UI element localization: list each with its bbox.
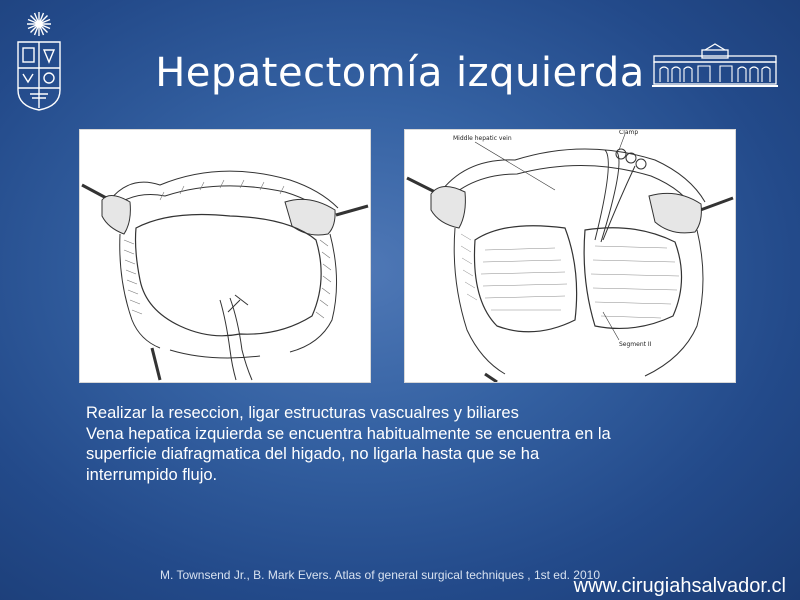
website-url: www.cirugiahsalvador.cl [573,575,786,597]
surgical-illustration-liver-exposed-icon [80,130,370,382]
surgical-illustration-left [79,129,371,383]
body-line-4: interrumpido flujo. [86,465,218,484]
slide-body-text [86,403,746,485]
figure-label-middle-hepatic-vein: Middle hepatic vein [453,135,512,142]
figure-label-clamp: Clamp [619,130,639,136]
body-line-3: superficie diafragmatica del higado, no ligarla hasta que se ha [86,445,540,463]
body-line-1: Realizar la reseccion, ligar estructuras vascualres y biliares [86,404,519,422]
slide-title: Hepatectomía izquierda [155,50,645,96]
figure-label-segment: Segment II [619,341,652,348]
surgical-illustration-right [404,129,736,383]
surgical-illustration-left-hepatectomy-icon [405,130,735,382]
slide-citation: M. Townsend Jr., B. Mark Evers. Atlas of general surgical techniques , 1st ed. 2010 [160,568,601,582]
body-line-2: Vena hepatica izquierda se encuentra habitualmente se encuentra en la [86,424,611,443]
